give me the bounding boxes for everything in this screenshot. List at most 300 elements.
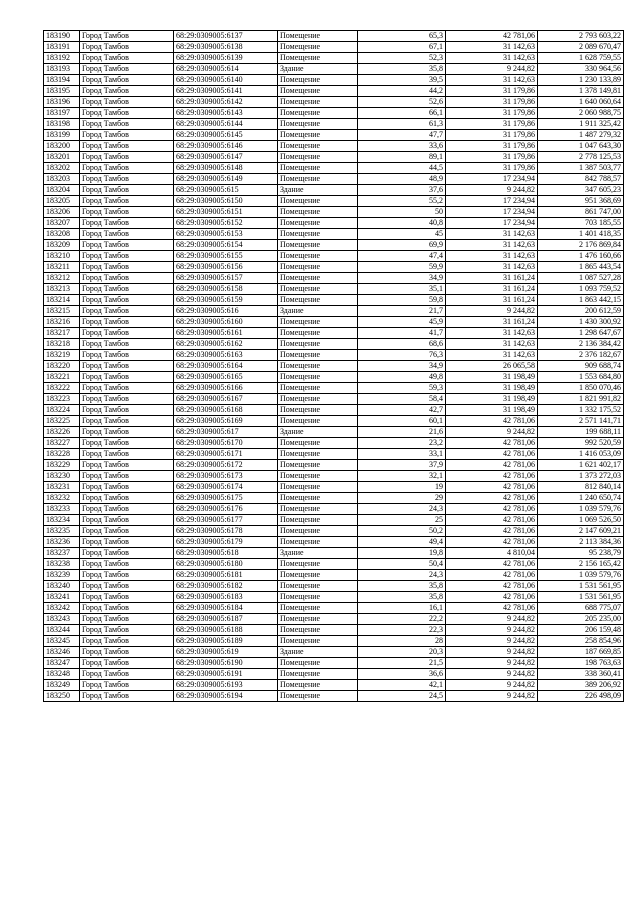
cell-cadastral-number: 68:29:0309005:6166 <box>174 383 278 394</box>
cell-cadastral-number: 68:29:0309005:616 <box>174 306 278 317</box>
cell-specific-value: 31 179,86 <box>446 86 538 97</box>
cell-row-number: 183217 <box>44 328 80 339</box>
cell-cadastral-value: 2 136 384,42 <box>538 339 624 350</box>
cell-specific-value: 31 142,63 <box>446 229 538 240</box>
cell-cadastral-value: 1 373 272,03 <box>538 471 624 482</box>
cell-municipality: Город Тамбов <box>80 141 174 152</box>
cell-row-number: 183209 <box>44 240 80 251</box>
cell-row-number: 183191 <box>44 42 80 53</box>
cell-area: 22,2 <box>358 614 446 625</box>
cell-cadastral-value: 330 964,56 <box>538 64 624 75</box>
table-row <box>44 295 624 306</box>
cell-specific-value: 31 142,63 <box>446 251 538 262</box>
table-row <box>44 53 624 64</box>
table-row <box>44 350 624 361</box>
cell-cadastral-value: 389 206,92 <box>538 680 624 691</box>
cell-specific-value: 31 179,86 <box>446 163 538 174</box>
cell-object-type: Помещение <box>278 416 358 427</box>
cell-area: 33,1 <box>358 449 446 460</box>
table-row <box>44 669 624 680</box>
cell-area: 66,1 <box>358 108 446 119</box>
cell-object-type: Здание <box>278 548 358 559</box>
cell-area: 55,2 <box>358 196 446 207</box>
cell-specific-value: 17 234,94 <box>446 174 538 185</box>
cell-cadastral-number: 68:29:0309005:6158 <box>174 284 278 295</box>
cell-row-number: 183220 <box>44 361 80 372</box>
cell-cadastral-number: 68:29:0309005:6188 <box>174 625 278 636</box>
cell-row-number: 183225 <box>44 416 80 427</box>
cell-object-type: Помещение <box>278 295 358 306</box>
cell-specific-value: 9 244,82 <box>446 427 538 438</box>
cell-specific-value: 31 179,86 <box>446 152 538 163</box>
table-row <box>44 42 624 53</box>
cell-specific-value: 42 781,06 <box>446 526 538 537</box>
cell-row-number: 183215 <box>44 306 80 317</box>
cell-municipality: Город Тамбов <box>80 75 174 86</box>
cell-area: 33,6 <box>358 141 446 152</box>
cell-row-number: 183205 <box>44 196 80 207</box>
cell-object-type: Помещение <box>278 174 358 185</box>
cell-object-type: Помещение <box>278 97 358 108</box>
cell-cadastral-value: 1 911 325,42 <box>538 119 624 130</box>
cell-area: 36,6 <box>358 669 446 680</box>
cell-object-type: Помещение <box>278 218 358 229</box>
cell-row-number: 183221 <box>44 372 80 383</box>
cell-object-type: Помещение <box>278 559 358 570</box>
cell-row-number: 183208 <box>44 229 80 240</box>
cell-municipality: Город Тамбов <box>80 240 174 251</box>
cell-area: 42,1 <box>358 680 446 691</box>
cell-municipality: Город Тамбов <box>80 493 174 504</box>
cell-cadastral-number: 68:29:0309005:6154 <box>174 240 278 251</box>
cell-municipality: Город Тамбов <box>80 592 174 603</box>
cell-cadastral-number: 68:29:0309005:6176 <box>174 504 278 515</box>
cell-area: 45 <box>358 229 446 240</box>
cell-specific-value: 42 781,06 <box>446 438 538 449</box>
table-row <box>44 559 624 570</box>
cell-row-number: 183213 <box>44 284 80 295</box>
cell-cadastral-number: 68:29:0309005:6142 <box>174 97 278 108</box>
cell-object-type: Помещение <box>278 108 358 119</box>
cell-row-number: 183197 <box>44 108 80 119</box>
cell-row-number: 183235 <box>44 526 80 537</box>
cell-specific-value: 31 142,63 <box>446 53 538 64</box>
cell-cadastral-number: 68:29:0309005:6137 <box>174 31 278 42</box>
table-row <box>44 658 624 669</box>
cell-row-number: 183227 <box>44 438 80 449</box>
cell-municipality: Город Тамбов <box>80 152 174 163</box>
cell-object-type: Помещение <box>278 163 358 174</box>
cell-area: 65,3 <box>358 31 446 42</box>
cell-area: 52,3 <box>358 53 446 64</box>
cell-row-number: 183202 <box>44 163 80 174</box>
cell-municipality: Город Тамбов <box>80 581 174 592</box>
cell-area: 67,1 <box>358 42 446 53</box>
cell-cadastral-value: 1 039 579,76 <box>538 570 624 581</box>
cell-object-type: Помещение <box>278 680 358 691</box>
cell-area: 47,4 <box>358 251 446 262</box>
cell-municipality: Город Тамбов <box>80 317 174 328</box>
cell-object-type: Помещение <box>278 53 358 64</box>
cell-cadastral-value: 2 176 869,84 <box>538 240 624 251</box>
cell-specific-value: 42 781,06 <box>446 482 538 493</box>
cell-municipality: Город Тамбов <box>80 548 174 559</box>
cell-municipality: Город Тамбов <box>80 86 174 97</box>
cell-object-type: Помещение <box>278 262 358 273</box>
cell-object-type: Помещение <box>278 75 358 86</box>
cell-object-type: Помещение <box>278 482 358 493</box>
cell-specific-value: 42 781,06 <box>446 504 538 515</box>
cell-cadastral-value: 338 360,41 <box>538 669 624 680</box>
table-row <box>44 86 624 97</box>
cell-cadastral-value: 205 235,00 <box>538 614 624 625</box>
table-row <box>44 647 624 658</box>
cell-row-number: 183210 <box>44 251 80 262</box>
table-row <box>44 240 624 251</box>
cell-row-number: 183224 <box>44 405 80 416</box>
cell-cadastral-value: 1 863 442,15 <box>538 295 624 306</box>
cell-area: 32,1 <box>358 471 446 482</box>
cell-cadastral-number: 68:29:0309005:6143 <box>174 108 278 119</box>
cell-row-number: 183229 <box>44 460 80 471</box>
cell-object-type: Помещение <box>278 493 358 504</box>
cell-municipality: Город Тамбов <box>80 625 174 636</box>
cell-area: 19 <box>358 482 446 493</box>
cell-object-type: Помещение <box>278 614 358 625</box>
cell-area: 37,6 <box>358 185 446 196</box>
cell-cadastral-value: 1 430 300,92 <box>538 317 624 328</box>
cell-area: 45,9 <box>358 317 446 328</box>
cell-specific-value: 9 244,82 <box>446 185 538 196</box>
cell-specific-value: 42 781,06 <box>446 592 538 603</box>
cell-cadastral-number: 68:29:0309005:6161 <box>174 328 278 339</box>
cell-object-type: Здание <box>278 647 358 658</box>
cell-cadastral-value: 199 688,11 <box>538 427 624 438</box>
cell-specific-value: 9 244,82 <box>446 680 538 691</box>
cell-municipality: Город Тамбов <box>80 108 174 119</box>
cell-cadastral-number: 68:29:0309005:6184 <box>174 603 278 614</box>
table-body <box>44 31 624 702</box>
cell-row-number: 183234 <box>44 515 80 526</box>
cell-cadastral-value: 206 159,48 <box>538 625 624 636</box>
cell-specific-value: 31 161,24 <box>446 317 538 328</box>
table-row <box>44 504 624 515</box>
cell-specific-value: 42 781,06 <box>446 493 538 504</box>
cell-area: 16,1 <box>358 603 446 614</box>
cell-cadastral-number: 68:29:0309005:6140 <box>174 75 278 86</box>
cell-municipality: Город Тамбов <box>80 427 174 438</box>
cell-object-type: Помещение <box>278 284 358 295</box>
cell-cadastral-value: 1 047 643,30 <box>538 141 624 152</box>
cell-row-number: 183243 <box>44 614 80 625</box>
cell-cadastral-value: 1 087 527,28 <box>538 273 624 284</box>
table-row <box>44 394 624 405</box>
cell-area: 24,5 <box>358 691 446 702</box>
cell-object-type: Помещение <box>278 317 358 328</box>
cell-object-type: Помещение <box>278 570 358 581</box>
cell-area: 52,6 <box>358 97 446 108</box>
cell-row-number: 183201 <box>44 152 80 163</box>
cell-row-number: 183244 <box>44 625 80 636</box>
table-row <box>44 581 624 592</box>
cell-cadastral-number: 68:29:0309005:6153 <box>174 229 278 240</box>
cell-area: 59,8 <box>358 295 446 306</box>
cell-specific-value: 31 179,86 <box>446 130 538 141</box>
cell-specific-value: 9 244,82 <box>446 636 538 647</box>
cell-row-number: 183245 <box>44 636 80 647</box>
cell-cadastral-value: 1 628 759,55 <box>538 53 624 64</box>
cell-area: 59,3 <box>358 383 446 394</box>
cell-cadastral-value: 2 376 182,67 <box>538 350 624 361</box>
cell-area: 21,7 <box>358 306 446 317</box>
cell-area: 21,6 <box>358 427 446 438</box>
cell-cadastral-value: 2 113 384,36 <box>538 537 624 548</box>
cell-municipality: Город Тамбов <box>80 53 174 64</box>
cell-row-number: 183199 <box>44 130 80 141</box>
cell-specific-value: 31 142,63 <box>446 328 538 339</box>
cell-specific-value: 42 781,06 <box>446 515 538 526</box>
table-row <box>44 416 624 427</box>
cell-row-number: 183206 <box>44 207 80 218</box>
cell-specific-value: 42 781,06 <box>446 603 538 614</box>
cell-municipality: Город Тамбов <box>80 603 174 614</box>
cell-cadastral-value: 187 669,85 <box>538 647 624 658</box>
cell-cadastral-number: 68:29:0309005:6162 <box>174 339 278 350</box>
cell-specific-value: 31 198,49 <box>446 383 538 394</box>
cell-cadastral-number: 68:29:0309005:6169 <box>174 416 278 427</box>
cell-row-number: 183222 <box>44 383 80 394</box>
cell-cadastral-number: 68:29:0309005:6155 <box>174 251 278 262</box>
cell-specific-value: 31 142,63 <box>446 42 538 53</box>
cell-municipality: Город Тамбов <box>80 339 174 350</box>
cell-municipality: Город Тамбов <box>80 218 174 229</box>
table-row <box>44 273 624 284</box>
cell-area: 76,3 <box>358 350 446 361</box>
cell-cadastral-number: 68:29:0309005:617 <box>174 427 278 438</box>
cell-object-type: Помещение <box>278 460 358 471</box>
cell-cadastral-number: 68:29:0309005:6163 <box>174 350 278 361</box>
cell-cadastral-value: 688 775,07 <box>538 603 624 614</box>
cell-cadastral-value: 842 788,57 <box>538 174 624 185</box>
table-row <box>44 603 624 614</box>
table-row <box>44 449 624 460</box>
cell-row-number: 183247 <box>44 658 80 669</box>
cell-cadastral-number: 68:29:0309005:6191 <box>174 669 278 680</box>
cell-area: 44,5 <box>358 163 446 174</box>
cell-cadastral-number: 68:29:0309005:6193 <box>174 680 278 691</box>
cell-specific-value: 31 198,49 <box>446 405 538 416</box>
cell-cadastral-number: 68:29:0309005:6144 <box>174 119 278 130</box>
cell-specific-value: 42 781,06 <box>446 471 538 482</box>
cell-cadastral-value: 198 763,63 <box>538 658 624 669</box>
cell-row-number: 183211 <box>44 262 80 273</box>
cell-area: 19,8 <box>358 548 446 559</box>
table-row <box>44 251 624 262</box>
table-row <box>44 537 624 548</box>
cell-object-type: Помещение <box>278 658 358 669</box>
cell-municipality: Город Тамбов <box>80 262 174 273</box>
cell-cadastral-value: 2 156 165,42 <box>538 559 624 570</box>
table-row <box>44 471 624 482</box>
table-row <box>44 119 624 130</box>
cell-cadastral-value: 812 840,14 <box>538 482 624 493</box>
cadastral-value-table <box>43 30 624 702</box>
cell-object-type: Помещение <box>278 361 358 372</box>
cell-cadastral-value: 1 332 175,52 <box>538 405 624 416</box>
cell-cadastral-value: 95 238,79 <box>538 548 624 559</box>
cell-municipality: Город Тамбов <box>80 284 174 295</box>
table-row <box>44 372 624 383</box>
cell-cadastral-value: 2 793 603,22 <box>538 31 624 42</box>
cell-object-type: Помещение <box>278 130 358 141</box>
cell-object-type: Здание <box>278 64 358 75</box>
cell-cadastral-number: 68:29:0309005:6173 <box>174 471 278 482</box>
cell-row-number: 183214 <box>44 295 80 306</box>
cell-cadastral-number: 68:29:0309005:6160 <box>174 317 278 328</box>
cell-cadastral-value: 1 476 160,66 <box>538 251 624 262</box>
cell-row-number: 183228 <box>44 449 80 460</box>
cell-municipality: Город Тамбов <box>80 130 174 141</box>
cell-row-number: 183216 <box>44 317 80 328</box>
cell-specific-value: 31 142,63 <box>446 240 538 251</box>
table-row <box>44 174 624 185</box>
cell-cadastral-number: 68:29:0309005:619 <box>174 647 278 658</box>
table-row <box>44 680 624 691</box>
table-row <box>44 482 624 493</box>
cell-cadastral-value: 2 060 988,75 <box>538 108 624 119</box>
cell-cadastral-number: 68:29:0309005:6138 <box>174 42 278 53</box>
cell-area: 34,9 <box>358 273 446 284</box>
table-row <box>44 427 624 438</box>
cell-municipality: Город Тамбов <box>80 328 174 339</box>
cell-municipality: Город Тамбов <box>80 537 174 548</box>
table-row <box>44 97 624 108</box>
cell-municipality: Город Тамбов <box>80 42 174 53</box>
cell-municipality: Город Тамбов <box>80 647 174 658</box>
cell-object-type: Помещение <box>278 251 358 262</box>
cell-municipality: Город Тамбов <box>80 449 174 460</box>
cell-object-type: Помещение <box>278 42 358 53</box>
cell-cadastral-value: 992 520,59 <box>538 438 624 449</box>
cell-area: 35,8 <box>358 592 446 603</box>
cell-row-number: 183198 <box>44 119 80 130</box>
cell-specific-value: 31 179,86 <box>446 119 538 130</box>
cell-cadastral-value: 1 416 053,09 <box>538 449 624 460</box>
cell-row-number: 183237 <box>44 548 80 559</box>
cell-cadastral-number: 68:29:0309005:6159 <box>174 295 278 306</box>
cell-object-type: Помещение <box>278 504 358 515</box>
table-row <box>44 361 624 372</box>
cell-area: 47,7 <box>358 130 446 141</box>
table-row <box>44 460 624 471</box>
cell-area: 20,3 <box>358 647 446 658</box>
cell-cadastral-value: 1 230 133,89 <box>538 75 624 86</box>
cell-row-number: 183233 <box>44 504 80 515</box>
cell-municipality: Город Тамбов <box>80 570 174 581</box>
table-row <box>44 306 624 317</box>
table-row <box>44 317 624 328</box>
cell-object-type: Помещение <box>278 625 358 636</box>
cell-specific-value: 42 781,06 <box>446 416 538 427</box>
cell-cadastral-number: 68:29:0309005:6168 <box>174 405 278 416</box>
cell-cadastral-number: 68:29:0309005:6151 <box>174 207 278 218</box>
cell-cadastral-number: 68:29:0309005:6175 <box>174 493 278 504</box>
cell-specific-value: 31 142,63 <box>446 75 538 86</box>
cell-specific-value: 31 161,24 <box>446 273 538 284</box>
cell-municipality: Город Тамбов <box>80 526 174 537</box>
cell-specific-value: 26 065,58 <box>446 361 538 372</box>
cell-cadastral-value: 2 147 609,21 <box>538 526 624 537</box>
cell-specific-value: 9 244,82 <box>446 306 538 317</box>
cell-municipality: Город Тамбов <box>80 691 174 702</box>
cell-area: 50,2 <box>358 526 446 537</box>
cell-row-number: 183248 <box>44 669 80 680</box>
cell-area: 50,4 <box>358 559 446 570</box>
cell-cadastral-number: 68:29:0309005:6164 <box>174 361 278 372</box>
cell-object-type: Помещение <box>278 669 358 680</box>
cell-cadastral-value: 909 688,74 <box>538 361 624 372</box>
table-row <box>44 207 624 218</box>
cell-cadastral-number: 68:29:0309005:6141 <box>174 86 278 97</box>
cell-row-number: 183195 <box>44 86 80 97</box>
cell-cadastral-number: 68:29:0309005:618 <box>174 548 278 559</box>
cell-municipality: Город Тамбов <box>80 163 174 174</box>
cell-cadastral-value: 951 368,69 <box>538 196 624 207</box>
table-row <box>44 262 624 273</box>
table-row <box>44 493 624 504</box>
cell-cadastral-value: 2 778 125,53 <box>538 152 624 163</box>
cell-cadastral-number: 68:29:0309005:615 <box>174 185 278 196</box>
cell-specific-value: 42 781,06 <box>446 449 538 460</box>
cell-municipality: Город Тамбов <box>80 471 174 482</box>
cell-area: 28 <box>358 636 446 647</box>
cell-row-number: 183196 <box>44 97 80 108</box>
cell-area: 49,8 <box>358 372 446 383</box>
cell-object-type: Помещение <box>278 31 358 42</box>
cell-specific-value: 9 244,82 <box>446 647 538 658</box>
cell-cadastral-number: 68:29:0309005:6150 <box>174 196 278 207</box>
cell-cadastral-number: 68:29:0309005:6147 <box>174 152 278 163</box>
cell-municipality: Город Тамбов <box>80 416 174 427</box>
cell-object-type: Помещение <box>278 372 358 383</box>
cell-municipality: Город Тамбов <box>80 383 174 394</box>
cell-cadastral-number: 68:29:0309005:6172 <box>174 460 278 471</box>
cell-area: 58,4 <box>358 394 446 405</box>
cell-row-number: 183212 <box>44 273 80 284</box>
cell-row-number: 183192 <box>44 53 80 64</box>
cell-row-number: 183242 <box>44 603 80 614</box>
cell-area: 29 <box>358 493 446 504</box>
cell-municipality: Город Тамбов <box>80 97 174 108</box>
cell-specific-value: 9 244,82 <box>446 64 538 75</box>
cell-specific-value: 31 179,86 <box>446 97 538 108</box>
cell-row-number: 183223 <box>44 394 80 405</box>
cell-cadastral-number: 68:29:0309005:6177 <box>174 515 278 526</box>
table-row <box>44 31 624 42</box>
cell-specific-value: 31 142,63 <box>446 262 538 273</box>
cell-object-type: Помещение <box>278 449 358 460</box>
cell-row-number: 183246 <box>44 647 80 658</box>
table-row <box>44 152 624 163</box>
cell-cadastral-value: 703 185,55 <box>538 218 624 229</box>
cell-row-number: 183241 <box>44 592 80 603</box>
cell-row-number: 183203 <box>44 174 80 185</box>
table-row <box>44 515 624 526</box>
cell-object-type: Помещение <box>278 339 358 350</box>
cell-area: 59,9 <box>358 262 446 273</box>
cell-object-type: Помещение <box>278 471 358 482</box>
cell-cadastral-value: 1 487 279,32 <box>538 130 624 141</box>
